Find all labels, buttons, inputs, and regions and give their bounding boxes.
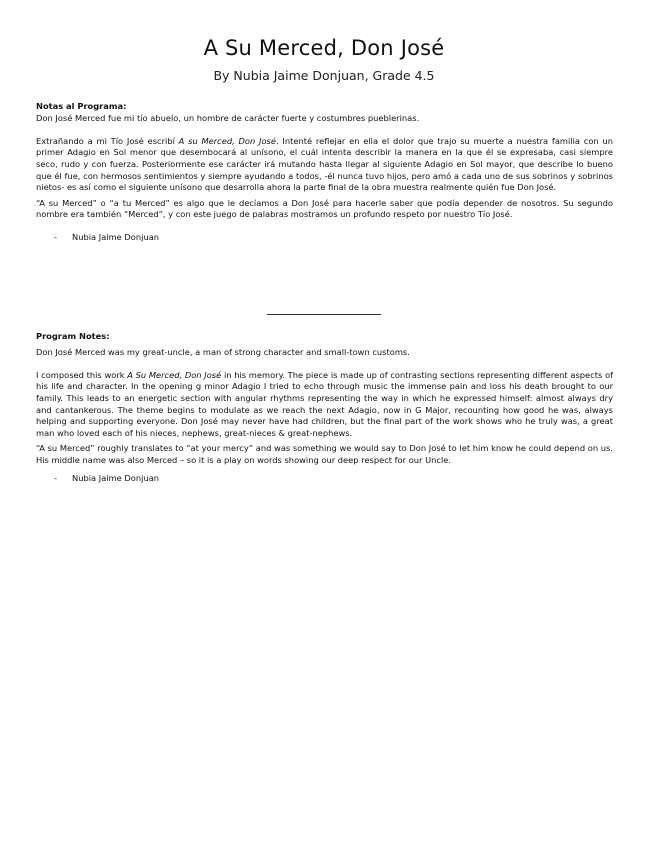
english-p1-text-after: in his memory. The piece is made up of contrasting sections representing different aspects of his life and character. In the opening g minor Adagio I tried to echo through music the immense pain and loss his death brought to our family. This leads to an energetic section with angular rhythms representing the way in which he expressed himself: almost always dry and cantankerous. The theme begins to modulate as we reach the next Adagio, now in G Major, recounting how good he was, always helping and supporting everyone. Don José may never have had children, but the final part of the work shows who he truly was, a great man who loved each of his nieces, nephews, great-nieces & great-nephews. bbox=[36, 369, 614, 438]
spanish-notes-heading: Notas al Programa: bbox=[36, 101, 127, 111]
spanish-signature: Nubia Jaime Donjuan bbox=[72, 231, 160, 242]
english-p1-text-before: I composed this work bbox=[36, 369, 128, 380]
spanish-p1-text-after: . Intenté reflejar en ella el dolor que trajo su muerte a nuestra familia con un primer Adagio en Sol menor que desembocará al unísono, el cuál intenta describir la manera en la que él se expresaba, casi siempre seco, rudo y con fuerza. Posteriormente ese carácter irá mutando hasta llegar al siguiente Adagio en Sol mayor, que describe lo bueno que él fue, con hermosos sentimientos y siempre ayudando a todos, -él nunca tuvo hijos, pero amó a cada uno de sus sobrinos y sobrinos nietos- es así como el siguiente unísono que desarrolla ahora la parte final de la obra muestra realmente quién fue Don José. bbox=[36, 135, 613, 193]
english-signature-dash: - bbox=[54, 472, 57, 483]
section-divider bbox=[267, 314, 381, 315]
spanish-signature-line bbox=[36, 232, 613, 244]
spanish-intro-paragraph: Don José Merced fue mi tío abuelo, un hombre de carácter fuerte y costumbres pueblerinas. bbox=[36, 112, 420, 123]
spanish-p1-text-before: Extrañando a mi Tío José escribí bbox=[36, 135, 179, 146]
english-p1-work-title: A Su Merced, Don José bbox=[127, 369, 222, 380]
spanish-notes-section bbox=[36, 101, 613, 244]
english-notes-heading: Program Notes: bbox=[36, 331, 110, 341]
document-subtitle: By Nubia Jaime Donjuan, Grade 4.5 bbox=[213, 68, 435, 83]
spanish-paragraph-2: “A su Merced” o “a tu Merced” es algo que le decíamos a Don José para hacerle saber que podía depender de nosotros. Su segundo nombre era también “Merced”, y con este juego de palabras mostramos un profundo respeto por nuestro Tío José. bbox=[36, 197, 613, 220]
english-signature: Nubia Jaime Donjuan bbox=[72, 472, 160, 483]
spanish-p1-work-title: A su Merced, Don José bbox=[178, 135, 276, 146]
english-signature-line bbox=[36, 473, 613, 485]
spanish-signature-dash: - bbox=[54, 231, 57, 242]
english-intro-paragraph: Don José Merced was my great-uncle, a man of strong character and small-town customs. bbox=[36, 346, 410, 357]
english-paragraph-1 bbox=[36, 370, 613, 440]
english-notes-section bbox=[36, 331, 613, 484]
spanish-paragraph-1 bbox=[36, 136, 613, 194]
english-paragraph-2: “A su Merced” roughly translates to “at your mercy” and was something we would say to Don José to let him know he could depend on us. His middle name was also Merced – so it is a play on words showing our deep respect for our Uncle. bbox=[36, 443, 613, 465]
document-title: A Su Merced, Don José bbox=[203, 36, 445, 60]
